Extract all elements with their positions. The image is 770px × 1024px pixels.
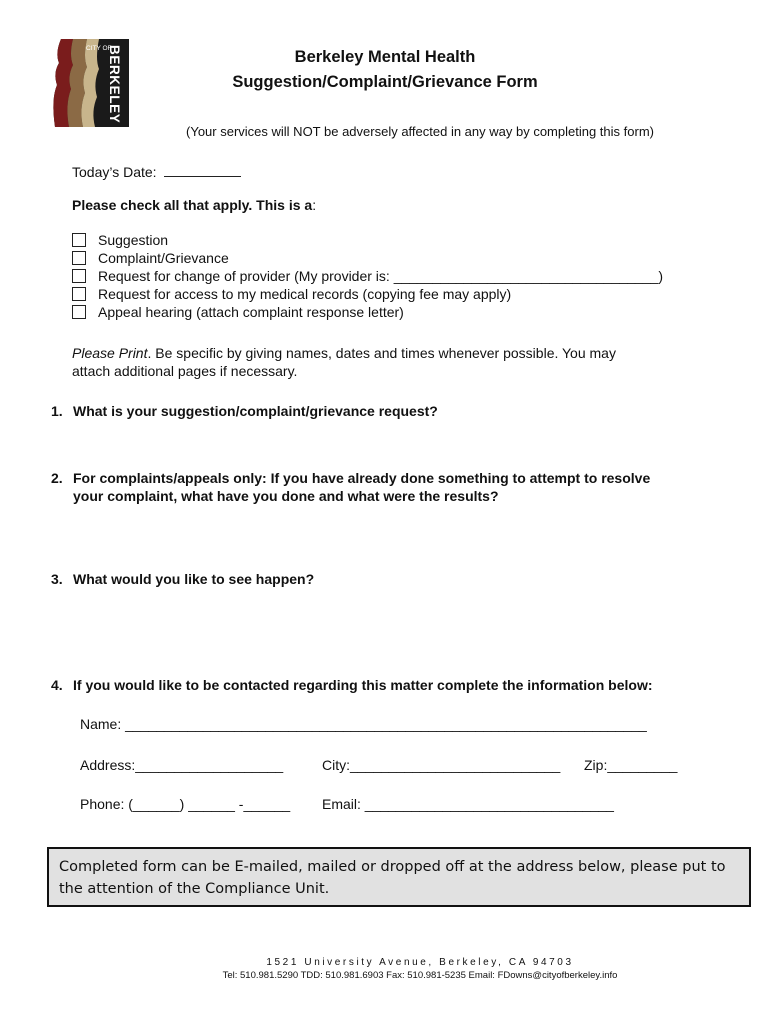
check-prompt-text: Please check all that apply. This is a [72,197,313,213]
question-text: What would you like to see happen? [73,571,315,587]
name-field[interactable]: Name: ___________________________________________________________________ [80,716,647,732]
logo-berkeley: BERKELEY [107,45,122,124]
instructions-rest: . Be specific by giving names, dates and times whenever possible. You may [147,345,616,361]
question-number: 3. [51,571,63,587]
date-input-line[interactable] [164,162,241,177]
city-field[interactable]: City:___________________________ [322,757,561,773]
checkbox-complaint-grievance[interactable] [72,251,86,265]
check-item[interactable] [72,267,663,285]
address-field[interactable]: Address:___________________ [80,757,284,773]
question-text: If you would like to be contacted regarding this matter complete the information below: [73,677,653,693]
question-1 [51,402,438,420]
date-label: Today’s Date: [72,164,157,180]
zip-field[interactable]: Zip:_________ [584,757,678,773]
checkbox-change-provider[interactable] [72,269,86,283]
instructions-line1 [72,345,616,361]
checkbox-records-access[interactable] [72,287,86,301]
logo-city-of: CITY OF [86,45,112,52]
question-3 [51,570,314,588]
question-number: 2. [51,470,63,486]
submission-callout [47,847,751,907]
question-number: 4. [51,677,63,693]
question-number: 1. [51,403,63,419]
instructions-line2: attach additional pages if necessary. [72,363,298,379]
check-label: Request for change of provider (My provider is: __________________________________) [98,268,664,284]
check-item[interactable] [72,249,229,267]
check-label: Suggestion [98,232,169,248]
checkbox-appeal-hearing[interactable] [72,305,86,319]
check-prompt-colon: : [312,197,317,213]
question-text: For complaints/appeals only: If you have already done something to attempt to resolve [73,470,651,486]
form-title-line1: Berkeley Mental Health [294,48,476,66]
callout-line2: the attention of the Compliance Unit. [59,881,330,897]
question-text: your complaint, what have you done and what were the results? [73,488,499,504]
footer-address: 1521 University Avenue, Berkeley, CA 94703 [266,957,574,968]
phone-field[interactable]: Phone: (______) ______ -______ [80,796,291,812]
email-field[interactable]: Email: ________________________________ [322,796,614,812]
date-row [72,162,241,180]
footer-contact: Tel: 510.981.5290 TDD: 510.981.6903 Fax: 510.981-5235 Email: FDowns@cityofberkeley.info [222,970,618,981]
question-text: What is your suggestion/complaint/grievance request? [73,403,438,419]
check-item[interactable] [72,285,511,303]
check-label: Appeal hearing (attach complaint response letter) [98,304,404,320]
check-prompt [72,197,316,213]
notice-text: (Your services will NOT be adversely affected in any way by completing this form) [186,124,654,139]
check-label: Complaint/Grievance [98,250,229,266]
check-label: Request for access to my medical records (copying fee may apply) [98,286,512,302]
form-title-line2: Suggestion/Complaint/Grievance Form [232,73,538,91]
question-4 [51,676,653,694]
question-2 [51,469,650,505]
callout-line1: Completed form can be E-mailed, mailed or dropped off at the address below, please put to [59,859,726,875]
checkbox-suggestion[interactable] [72,233,86,247]
instructions-italic: Please Print [72,345,148,361]
check-item[interactable] [72,231,168,249]
check-item[interactable] [72,303,404,321]
